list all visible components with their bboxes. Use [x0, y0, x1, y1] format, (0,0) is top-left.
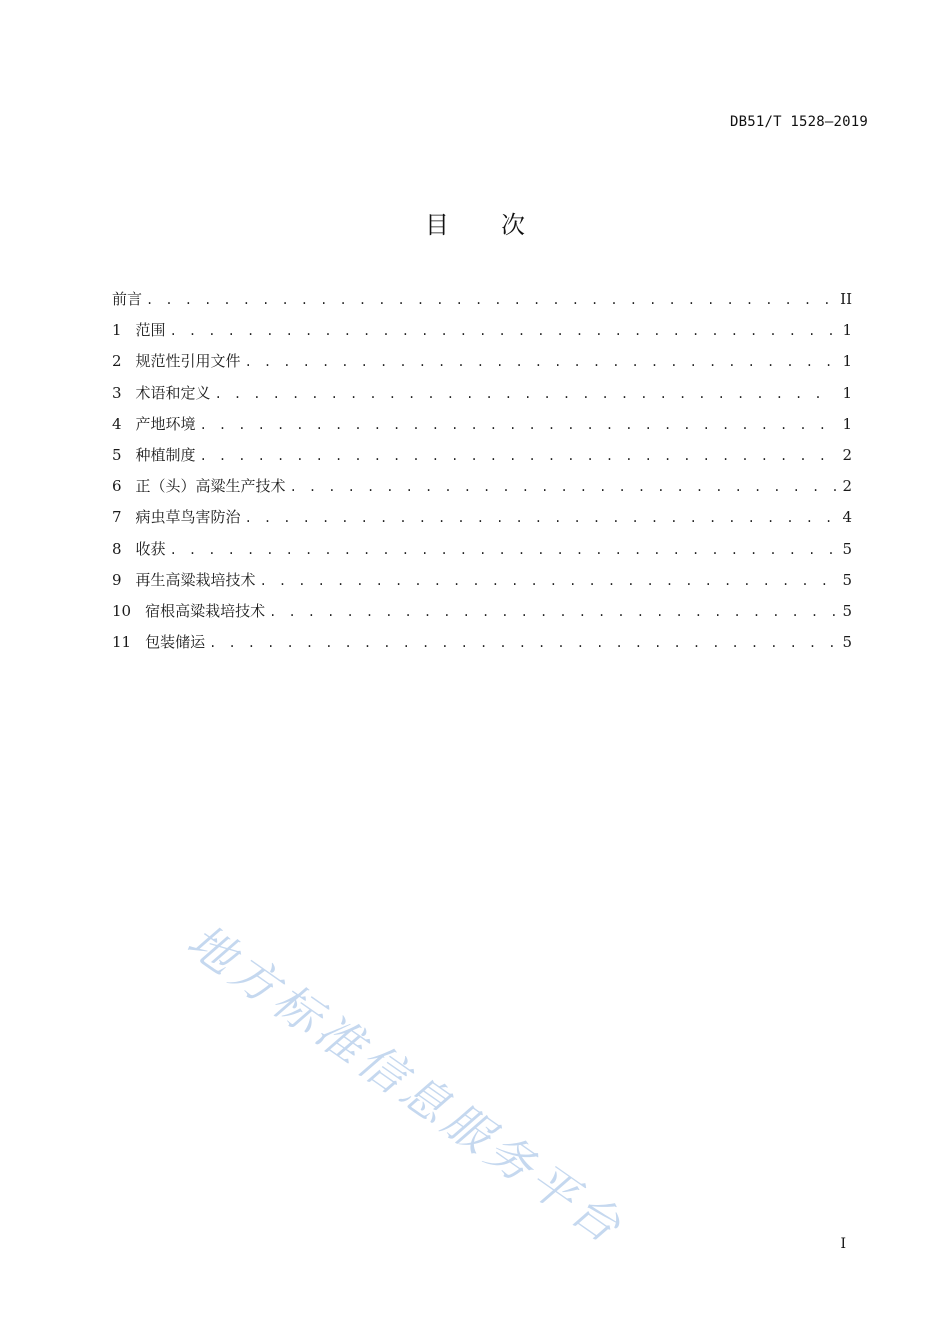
dot-leader: [146, 285, 834, 316]
toc-entry-11[interactable]: [112, 627, 852, 658]
page-number: I: [840, 1236, 846, 1252]
toc-entry-page: 5: [842, 570, 852, 589]
document-code: DB51/T 1528—2019: [729, 114, 868, 130]
toc-entry-6[interactable]: [112, 471, 852, 502]
toc-entry-3[interactable]: [112, 378, 852, 409]
toc-entry-page: 1: [842, 383, 852, 402]
dot-leader: [215, 379, 837, 410]
toc-entry-page: 1: [842, 414, 852, 433]
toc-entry-number: 5: [112, 445, 122, 464]
toc-entry-number: 2: [112, 352, 122, 371]
toc-entry-10[interactable]: [112, 596, 852, 627]
toc-entry-foreword[interactable]: [112, 284, 852, 315]
toc-entry-number: 6: [112, 477, 122, 496]
toc-entry-title: 前言: [112, 290, 143, 308]
toc-entry-title: 病虫草鸟害防治: [135, 508, 241, 527]
dot-leader: [260, 566, 837, 597]
dot-leader: [170, 316, 837, 347]
toc-entry-title: 范围: [135, 321, 166, 340]
toc-entry-number: 10: [112, 601, 132, 620]
toc-entry-title: 包装储运: [145, 633, 206, 652]
toc-entry-5[interactable]: [112, 440, 852, 471]
dot-leader: [200, 441, 837, 472]
toc-entry-number: 9: [112, 570, 122, 589]
toc-list: [112, 284, 852, 658]
toc-entry-2[interactable]: [112, 346, 852, 377]
toc-entry-title: 产地环境: [135, 414, 196, 433]
dot-leader: [200, 410, 837, 441]
toc-entry-page: 5: [842, 633, 852, 652]
toc-entry-title: 种植制度: [135, 445, 196, 464]
toc-title: 目次: [425, 211, 577, 239]
dot-leader: [170, 535, 837, 566]
toc-entry-page: 4: [842, 508, 852, 527]
toc-entry-title: 宿根高粱栽培技术: [145, 601, 266, 620]
toc-entry-number: 7: [112, 508, 122, 527]
toc-entry-page: 5: [842, 601, 852, 620]
toc-entry-page: 1: [842, 352, 852, 371]
dot-leader: [245, 347, 837, 378]
toc-entry-title: 再生高粱栽培技术: [135, 570, 256, 589]
toc-entry-title: 收获: [135, 539, 166, 558]
watermark: 地方标准信息服务平台: [177, 913, 635, 1256]
dot-leader: [269, 597, 836, 628]
toc-entry-title: 正（头）高粱生产技术: [135, 477, 286, 496]
dot-leader: [209, 628, 836, 659]
toc-entry-number: 4: [112, 414, 122, 433]
toc-entry-8[interactable]: [112, 534, 852, 565]
toc-entry-number: 3: [112, 383, 122, 402]
toc-entry-page: 2: [842, 477, 852, 496]
toc-entry-9[interactable]: [112, 565, 852, 596]
toc-entry-title: 术语和定义: [135, 383, 211, 402]
toc-entry-1[interactable]: [112, 315, 852, 346]
toc-entry-number: 11: [112, 633, 132, 652]
dot-leader: [290, 472, 837, 503]
toc-entry-title: 规范性引用文件: [135, 352, 241, 371]
toc-entry-number: 1: [112, 321, 122, 340]
toc-entry-4[interactable]: [112, 409, 852, 440]
toc-entry-7[interactable]: [112, 502, 852, 533]
dot-leader: [245, 503, 837, 534]
toc-entry-page: 2: [842, 445, 852, 464]
toc-entry-number: 8: [112, 539, 122, 558]
toc-entry-page: 5: [842, 539, 852, 558]
toc-entry-page: II: [840, 290, 852, 308]
toc-entry-page: 1: [842, 321, 852, 340]
